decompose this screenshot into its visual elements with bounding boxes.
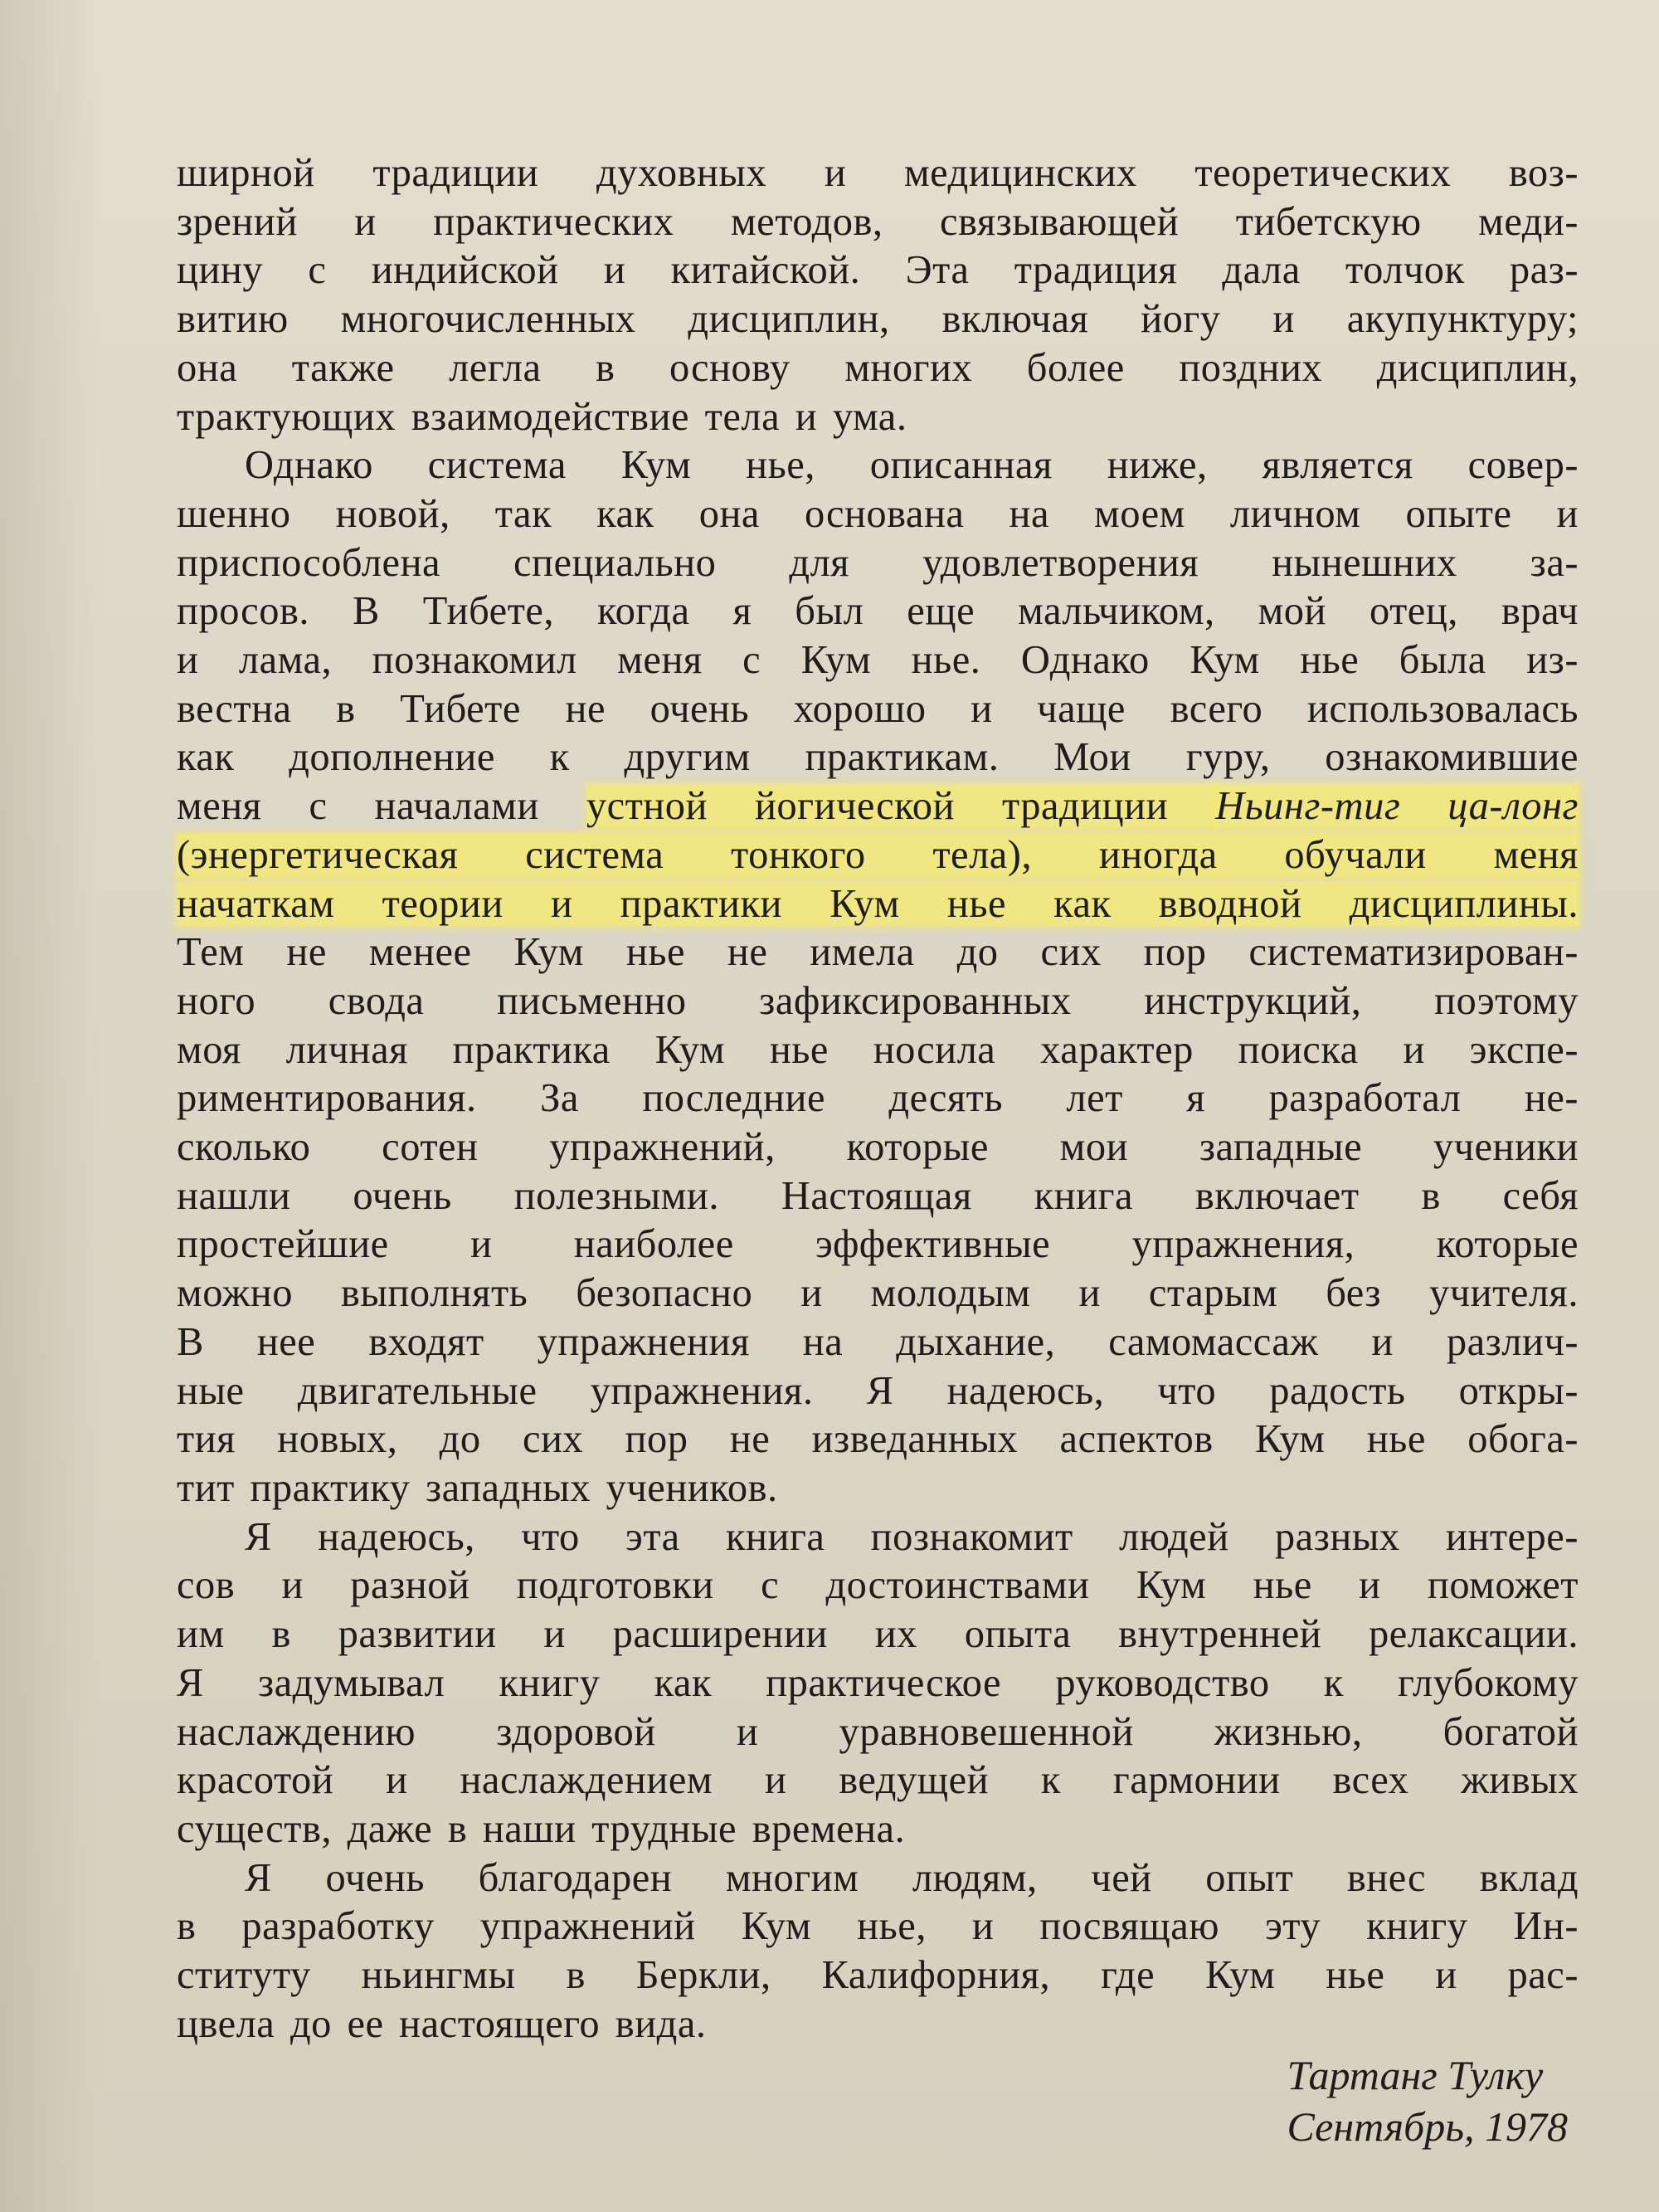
text-line	[177, 539, 1579, 588]
text-segment: им в развитии и расширении их опыта внутренней релаксации.	[177, 1612, 1579, 1657]
text-line	[177, 1951, 1579, 2000]
text-segment: просов. В Тибете, когда я был еще мальчиком, мой отец, врач	[177, 589, 1579, 634]
text-segment: витию многочисленных дисциплин, включая йогу и акупунктуру;	[177, 297, 1579, 342]
text-segment: В нее входят упражнения на дыхание, самомассаж и различ-	[177, 1319, 1579, 1364]
text-line	[177, 1123, 1579, 1172]
text-segment: трактующих взаимодействие тела и ума.	[177, 394, 907, 439]
text-line	[177, 1026, 1579, 1075]
text-line	[177, 393, 1579, 442]
highlighted-italic-term: Ньинг-тиг ца-лонг	[1215, 784, 1579, 829]
text-segment: ширной традиции духовных и медицинских теоретических воз-	[177, 151, 1579, 195]
text-line	[177, 1805, 1579, 1854]
text-line	[177, 1074, 1579, 1123]
text-segment: простейшие и наиболее эффективные упражнения, которые	[177, 1222, 1579, 1267]
text-line	[177, 1659, 1579, 1708]
text-segment: сколько сотен упражнений, которые мои западные ученики	[177, 1125, 1579, 1170]
text-segment: меня с началами	[177, 784, 586, 829]
text-line	[177, 1903, 1579, 1951]
text-line	[177, 441, 1579, 490]
body-text	[177, 149, 1579, 2049]
text-segment: наслаждению здоровой и уравновешенной жизнью, богатой	[177, 1709, 1579, 1754]
text-segment: красотой и наслаждением и ведущей к гармонии всех живых	[177, 1758, 1579, 1803]
text-line	[177, 1756, 1579, 1805]
text-line	[177, 1415, 1579, 1464]
text-line	[177, 977, 1579, 1026]
text-line	[177, 1854, 1579, 1903]
signature-date: Сентябрь, 1978	[1287, 2103, 1568, 2150]
text-segment: Однако система Кум нье, описанная ниже, является совер-	[245, 443, 1579, 488]
text-segment: нашли очень полезными. Настоящая книга включает в себя	[177, 1173, 1579, 1218]
text-segment: можно выполнять безопасно и молодым и старым без учителя.	[177, 1271, 1579, 1316]
text-segment: ные двигательные упражнения. Я надеюсь, что радость откры-	[177, 1368, 1579, 1413]
text-line	[177, 198, 1579, 247]
text-line	[177, 782, 1579, 831]
text-line	[177, 928, 1579, 977]
highlighted-text: (энергетическая система тонкого тела), иногда обучали меня	[177, 832, 1579, 877]
text-segment: тит практику западных учеников.	[177, 1465, 778, 1510]
text-line	[177, 1269, 1579, 1318]
text-line	[177, 295, 1579, 344]
text-segment: она также легла в основу многих более поздних дисциплин,	[177, 345, 1579, 390]
text-line	[177, 1708, 1579, 1757]
text-segment: сов и разной подготовки с достоинствами Кум нье и поможет	[177, 1563, 1579, 1608]
text-segment: существ, даже в наши трудные времена.	[177, 1806, 906, 1851]
text-segment: моя личная практика Кум нье носила характер поиска и экспе-	[177, 1027, 1579, 1072]
text-line	[177, 1464, 1579, 1513]
text-segment: Тем не менее Кум нье не имела до сих пор систематизирован-	[177, 930, 1579, 975]
text-segment: шенно новой, так как она основана на моем личном опыте и	[177, 491, 1579, 536]
text-line	[177, 1318, 1579, 1367]
text-segment: Я очень благодарен многим людям, чей опыт внес вклад	[245, 1855, 1579, 1900]
text-segment: зрений и практических методов, связывающей тибетскую меди-	[177, 199, 1579, 244]
text-segment: вестна в Тибете не очень хорошо и чаще всего использовалась	[177, 686, 1579, 731]
text-segment: в разработку упражнений Кум нье, и посвящаю эту книгу Ин-	[177, 1904, 1579, 1949]
text-segment: Я задумывал книгу как практическое руководство к глубокому	[177, 1660, 1579, 1705]
text-line	[177, 1610, 1579, 1659]
text-line	[177, 733, 1579, 782]
text-segment: Я надеюсь, что эта книга познакомит людей разных интере-	[245, 1514, 1579, 1559]
text-line	[177, 1513, 1579, 1562]
text-segment: цину с индийской и китайской. Эта традиция дала толчок раз-	[177, 248, 1579, 293]
text-line	[177, 831, 1579, 880]
text-line	[177, 1562, 1579, 1610]
text-line	[177, 149, 1579, 198]
text-segment: ного свода письменно зафиксированных инструкций, поэтому	[177, 978, 1579, 1023]
text-segment: ституту ньингмы в Беркли, Калифорния, где Кум нье и рас-	[177, 1953, 1579, 1998]
text-line	[177, 685, 1579, 734]
text-line	[177, 246, 1579, 295]
text-segment: тия новых, до сих пор не изведанных аспектов Кум нье обога-	[177, 1417, 1579, 1462]
text-line	[177, 1172, 1579, 1221]
text-line	[177, 490, 1579, 539]
text-segment: цвела до ее настоящего вида.	[177, 2001, 707, 2046]
text-line	[177, 587, 1579, 636]
highlighted-text: устной йогической традиции	[586, 784, 1216, 829]
text-segment: приспособлена специально для удовлетворения нынешних за-	[177, 540, 1579, 585]
text-line	[177, 880, 1579, 929]
signature-block	[1287, 2049, 1568, 2152]
text-segment: как дополнение к другим практикам. Мои гуру, ознакомившие	[177, 735, 1579, 780]
text-line	[177, 2000, 1579, 2049]
text-segment: и лама, познакомил меня с Кум нье. Однако Кум нье была из-	[177, 638, 1579, 683]
highlighted-text: начаткам теории и практики Кум нье как вводной дисциплины.	[177, 881, 1579, 926]
text-line	[177, 1220, 1579, 1269]
signature-author: Тартанг Тулку	[1287, 2052, 1544, 2098]
text-line	[177, 636, 1579, 685]
text-line	[177, 1367, 1579, 1416]
text-line	[177, 344, 1579, 393]
text-segment: риментирования. За последние десять лет я разработал не-	[177, 1076, 1579, 1121]
